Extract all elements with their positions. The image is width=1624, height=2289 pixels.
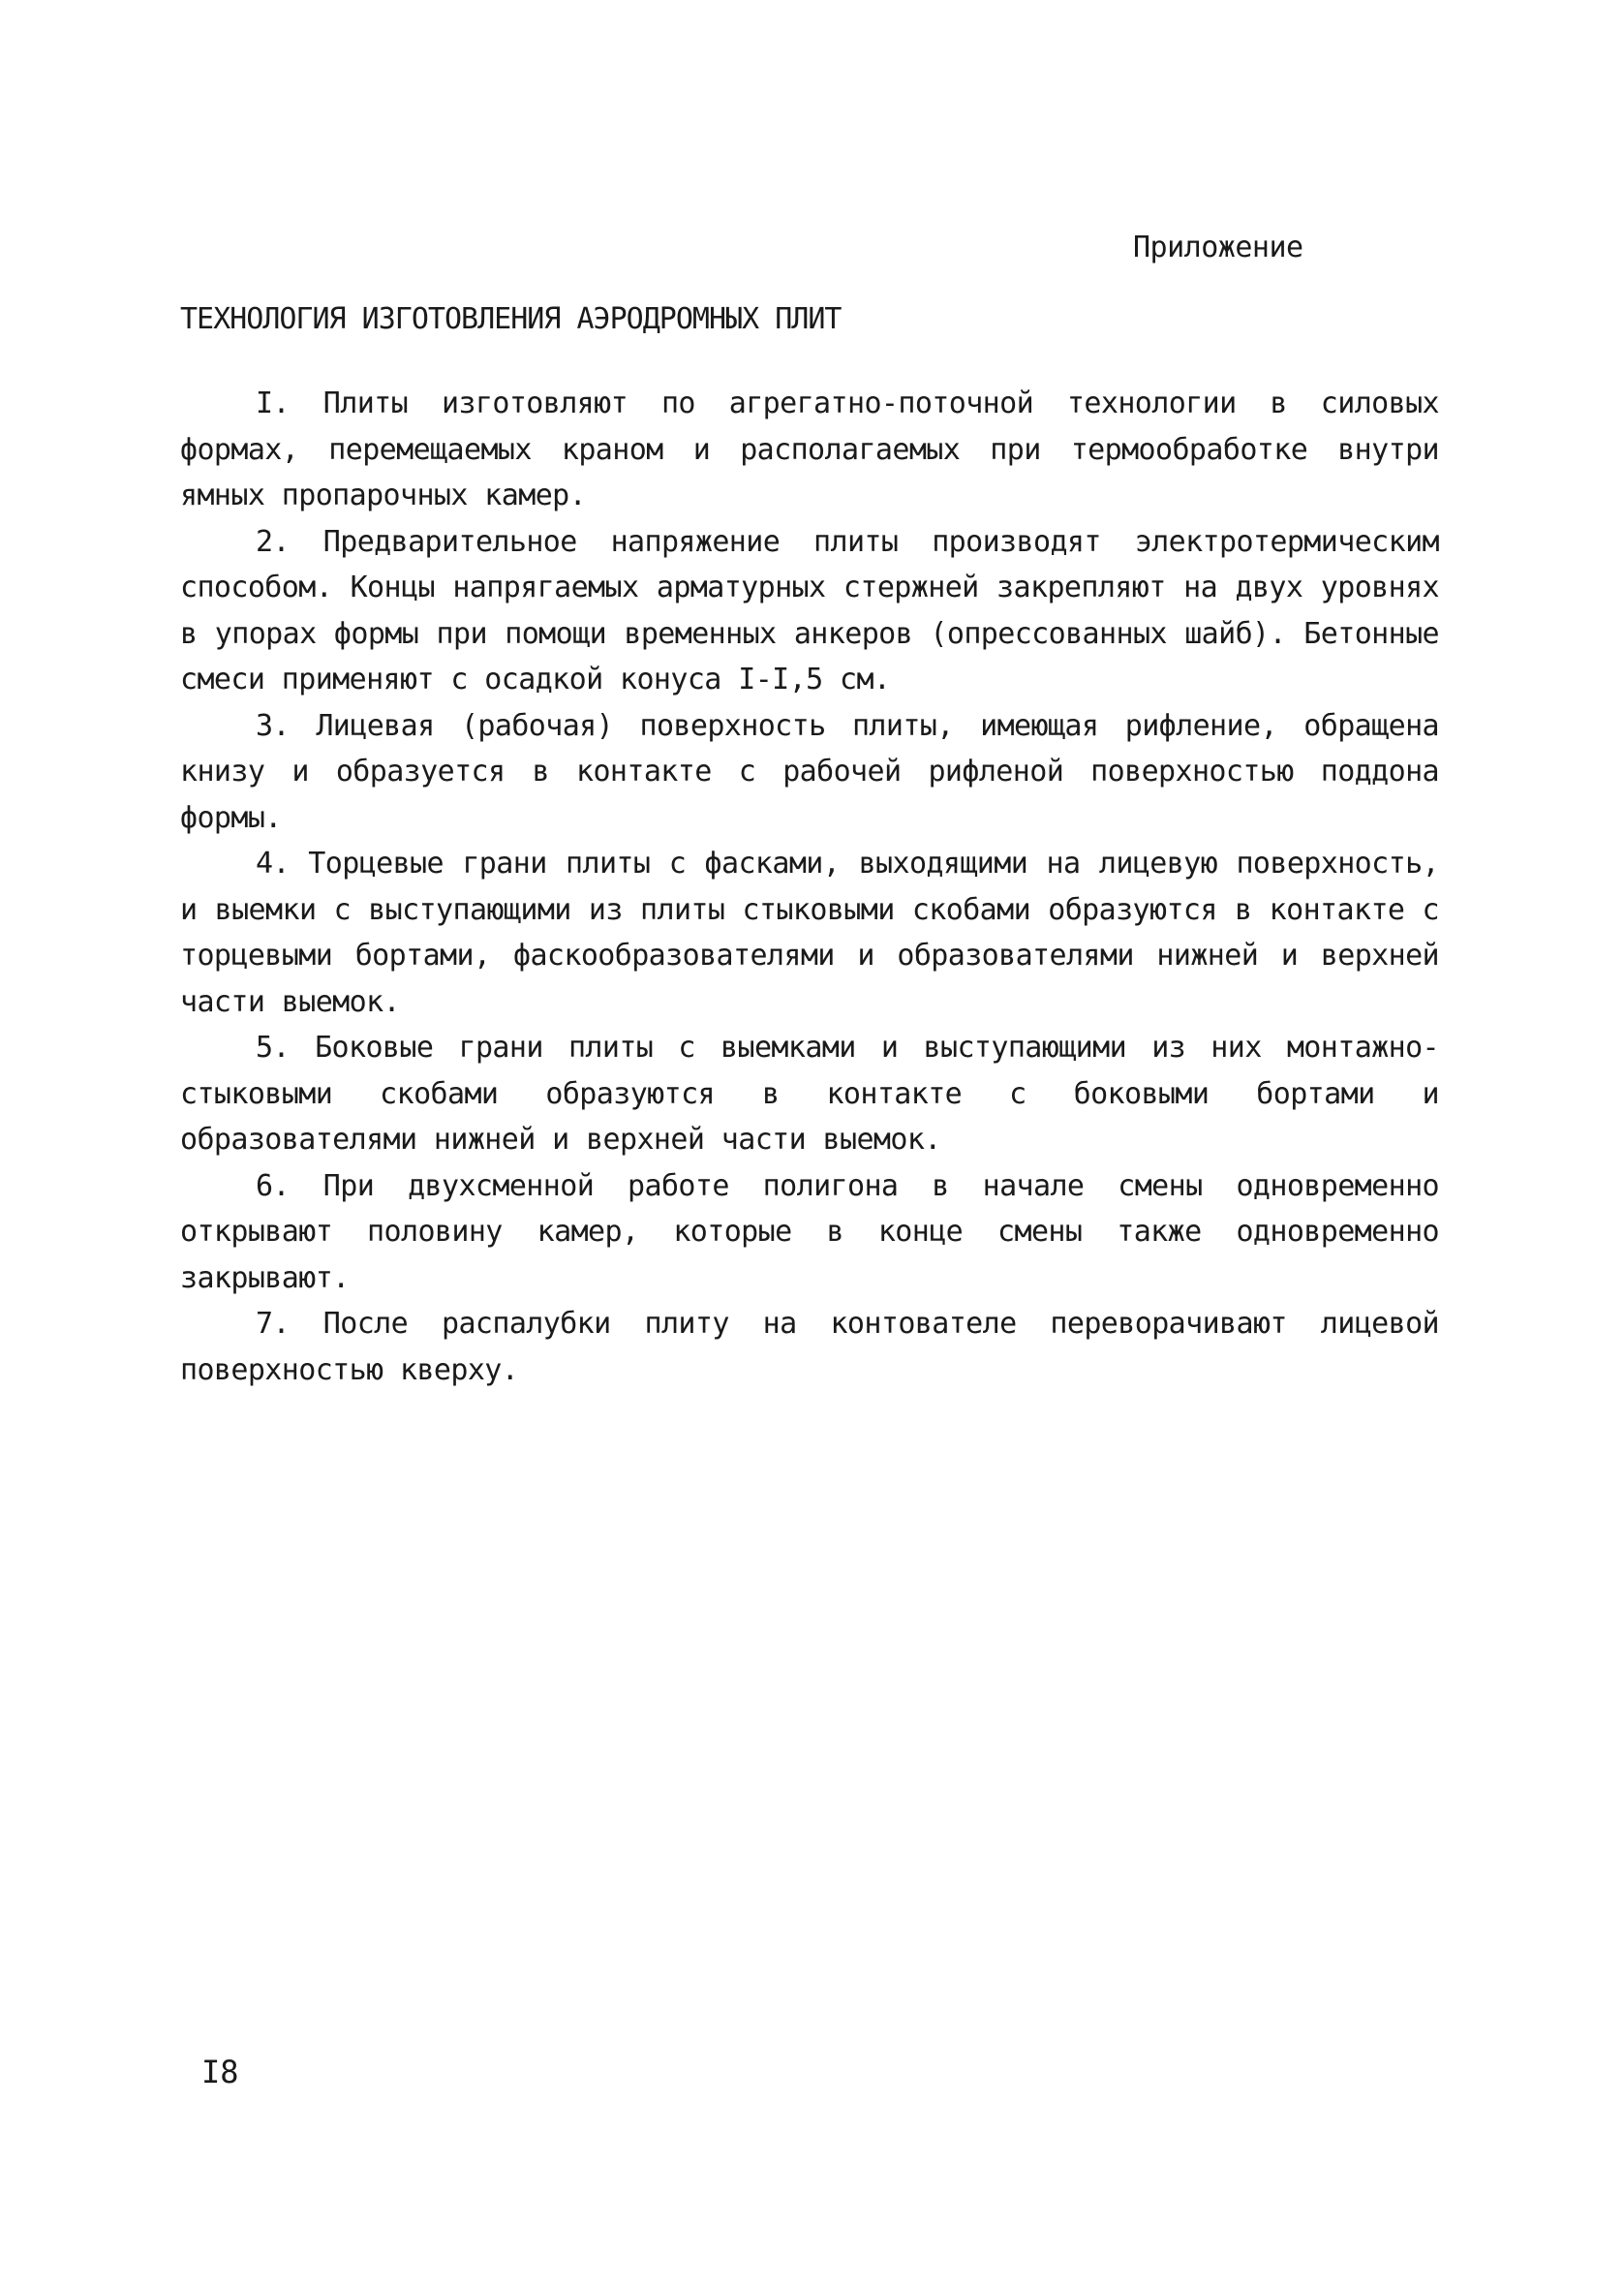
- document-body: [180, 381, 1439, 1393]
- appendix-label: Приложение: [1133, 231, 1303, 264]
- paragraph-3: 3. Лицевая (рабочая) поверхность плиты, имеющая рифление, обращена книзу и образуется в контакте с рабочей рифленой поверхностью поддона формы.: [180, 708, 1439, 835]
- paragraph-2: 2. Предварительное напряжение плиты производят электротермическим способом. Концы напрягаемых арматурных стержней закрепляют на двух уровнях в упорах формы при помощи временных анкеров (опрессованных шайб). Бетонные смеси применяют с осадкой конуса I-I,5 см.: [180, 524, 1439, 696]
- paragraph-5: 5. Боковые грани плиты с выемками и выступающими из них монтажно-стыковыми скобами образуются в контакте с боковыми бортами и образователями нижней и верхней части выемок.: [180, 1031, 1439, 1157]
- document-title: ТЕХНОЛОГИЯ ИЗГОТОВЛЕНИЯ АЭРОДРОМНЫХ ПЛИТ: [180, 302, 842, 336]
- page-number: I8: [201, 2054, 239, 2090]
- paragraph-6: 6. При двухсменной работе полигона в начале смены одновременно открывают половину камер, которые в конце смены также одновременно закрывают.: [180, 1168, 1439, 1295]
- paragraph-7: 7. После распалубки плиту на контователе переворачивают лицевой поверхностью кверху.: [180, 1307, 1439, 1387]
- paragraph-4: 4. Торцевые грани плиты с фасками, выходящими на лицевую поверхность, и выемки с выступающими из плиты стыковыми скобами образуются в контакте с торцевыми бортами, фаскообразователями и образователями нижней и верхней части выемок.: [180, 847, 1439, 1019]
- paragraph-1: I. Плиты изготовляют по агрегатно-поточной технологии в силовых формах, перемещаемых краном и располагаемых при термообработке внутри ямных пропарочных камер.: [180, 387, 1439, 512]
